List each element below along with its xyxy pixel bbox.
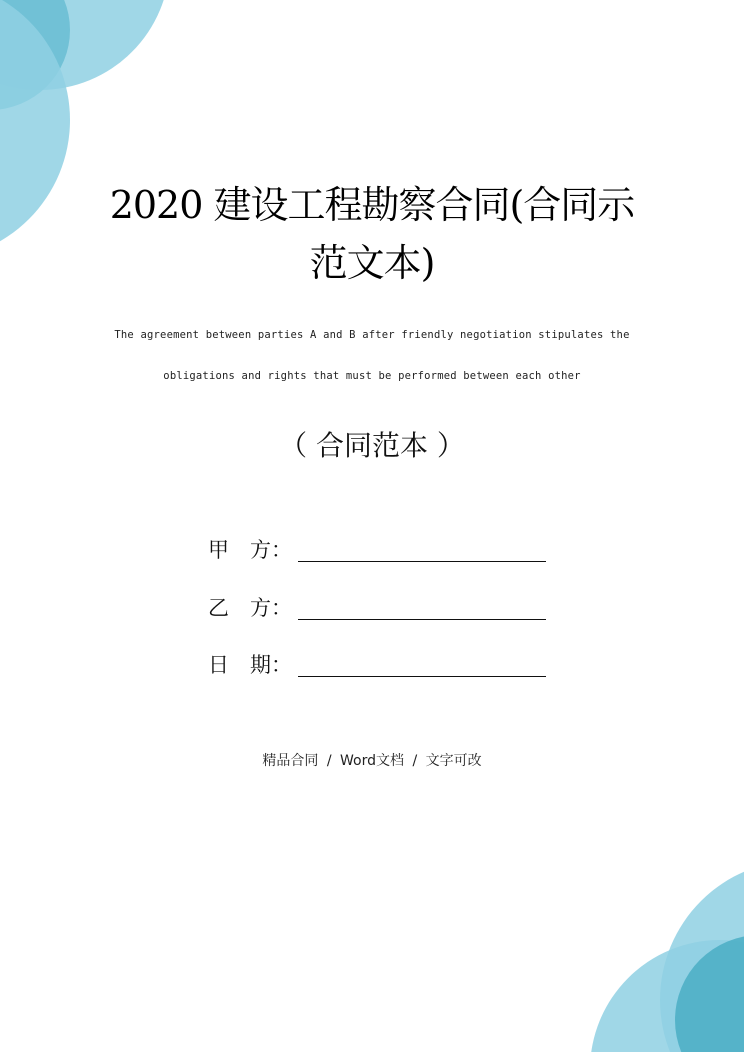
party-b-label: 乙 方： — [208, 596, 292, 620]
party-b-field — [208, 592, 546, 622]
footer-note: 精品合同 / Word文档 / 文字可改 — [262, 753, 482, 769]
english-description-line1: The agreement between parties A and B after friendly negotiation stipulates the — [114, 329, 630, 341]
english-description-line2: obligations and rights that must be performed between each other — [163, 370, 581, 382]
party-b-input-line[interactable] — [298, 599, 546, 620]
party-a-label: 甲 方： — [208, 538, 292, 562]
document-title-line1: 2020 建设工程勘察合同(合同示 — [109, 183, 635, 227]
party-a-field — [208, 534, 546, 564]
date-field — [208, 649, 546, 679]
contract-template-subtitle: （ 合同范本 ） — [279, 429, 465, 462]
document-title-line2: 范文本) — [309, 241, 435, 285]
date-label: 日 期： — [208, 653, 292, 677]
party-a-input-line[interactable] — [298, 541, 546, 562]
bottom-right-circles — [590, 860, 744, 1052]
date-input-line[interactable] — [298, 656, 546, 677]
